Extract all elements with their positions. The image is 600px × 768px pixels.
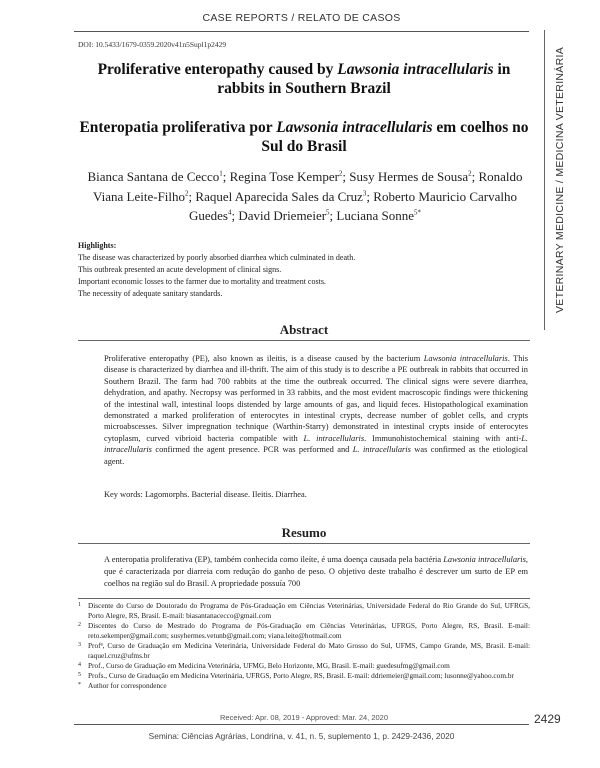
resumo-rule — [78, 543, 530, 544]
footnote-rule — [78, 598, 530, 599]
abstract-keywords: Key words: Lagomorphs. Bacterial disease. Ileitis. Diarrhea. — [104, 490, 307, 499]
author: Roberto Mauricio Carvalho Guedes$^4$; — [188, 188, 517, 223]
footnote: 5 Profs., Curso de Graduação em Medicina Veterinária, UFRGS, Porto Alegre, RS, Brasil. E-mail: ddriemeier@gmail.com; lusonne@yahoo.com.br — [78, 671, 514, 680]
footnote: 3 Profª, Curso de Graduação em Medicina Veterinária, Universidade Federal do Mato Grosso do Sul, UFMS, Campo Grande, MS, Brasil. E-mail: raquel.cruz@ufms.br — [78, 641, 530, 660]
resumo-heading: Resumo — [281, 525, 327, 540]
author: Ronaldo Viana Leite-Filho$^2$; — [93, 169, 523, 204]
abstract-heading: Abstract — [279, 322, 329, 337]
footnote: * Author for correspondence — [78, 681, 167, 690]
resumo-text: A enteropatia proliferativa (EP), também conhecida como ileíte, é uma doença causada pela bactéria Lawsonia intracellularis, que é caracterizada por diarreia com redução do ganho de peso. O objetivo deste trabalho é descrever um surto de EP em coelhos na região sul do Brasil. A propriedade possuía 700 — [104, 555, 528, 588]
section-label: CASE REPORTS / RELATO DE CASOS — [202, 12, 401, 24]
title-en-part2: in rabbits in Southern Brazil — [217, 61, 511, 97]
author: Luciana Sonne$^{5*}$ — [336, 207, 422, 223]
footer-rule — [74, 724, 529, 725]
author: Regina Tose Kemper$^2$; — [229, 169, 350, 185]
page-number: 2429 — [534, 712, 561, 726]
highlight-item: The disease was characterized by poorly absorbed diarrhea which culminated in death. — [78, 253, 356, 262]
abstract-rule — [78, 340, 530, 341]
side-label-container — [548, 30, 572, 330]
author: David Driemeier$^5$; — [238, 207, 337, 223]
title-en-species: Lawsonia intracellularis — [337, 61, 494, 78]
highlights-box — [78, 240, 528, 300]
abstract-text: Proliferative enteropathy (PE), also known as ileitis, is a disease caused by the bacterium Lawsonia intracellularis. This disease is characterized by diarrhea and ill-thrift. The aim of this study is to describe a PE outbreak in rabbits that occurred in Southern Brazil. The farm had 700 rabbits at the time the outbreak occurred. The clinical signs were severe diarrhea, dehydration, and apathy. Necropsy was performed in 33 rabbits, and the most evident macroscopic findings were thickening of the intestinal wall, intestinal loops distended by large amounts of gas, and liquid feces. Histopathological examination demonstrated a marked proliferation of enterocytes in intestinal crypts, decrease number of goblet cells, and crypts microabscesses. Silver impregnation technique (Warthin-Starry) demonstrated in intestinal crypts inside of enterocytes cytoplasm, curved vibrioid bacteria compatible with L. intracellularis. Immunohistochemical staining with anti-L. intracellularis confirmed the agent presence. PCR was performed and L. intracellularis was confirmed as the etiological agent. — [104, 354, 529, 466]
title-pt-part2: em coelhos no Sul do Brasil — [261, 119, 529, 155]
author: Bianca Santana de Cecco$^1$; — [87, 169, 230, 185]
footnote: 2 Discentes do Curso de Mestrado do Programa de Pós-Graduação em Ciências Veterinárias, UFRGS, Porto Alegre, RS, Brasil. E-mail: reto.sekemper@gmail.com; susyhermes.vetunb@gmail.com; viana.leite@hotmail.com — [78, 621, 530, 640]
author: Raquel Aparecida Sales da Cruz$^3$; — [195, 188, 374, 204]
title-portuguese — [78, 118, 530, 156]
side-label: VETERINARY MEDICINE / MEDICINA VETERINÁRIA — [554, 46, 566, 314]
side-rule — [544, 30, 545, 330]
footnotes — [78, 601, 530, 691]
highlight-item: Important economic losses to the farmer due to mortality and treatment costs. — [78, 277, 326, 286]
author-list — [80, 166, 530, 224]
title-en-part1: Proliferative enteropathy caused by — [97, 61, 338, 78]
title-english — [78, 60, 530, 98]
doi: DOI: 10.5433/1679-0359.2020v41n5Supl1p2429 — [78, 40, 227, 49]
title-pt-part1: Enteropatia proliferativa por — [79, 119, 277, 136]
received-approved: Received: Apr. 08, 2019 - Approved: Mar. 24, 2020 — [219, 713, 389, 722]
highlight-item: The necessity of adequate sanitary standards. — [78, 289, 223, 298]
footnote: 1 Discente do Curso de Doutorado do Programa de Pós-Graduação em Ciências Veterinárias, Universidade Federal do Rio Grande do Sul, UFRGS, Porto Alegre, RS, Brasil. E-mail: biasantanacecco@gmail.com — [78, 601, 530, 620]
author: Susy Hermes de Sousa$^2$; — [349, 169, 479, 185]
header-rule — [74, 31, 529, 32]
footnote: 4 Prof., Curso de Graduação em Medicina Veterinária, UFMG, Belo Horizonte, MG, Brasil. E-mail: guedesufmg@gmail.com — [78, 661, 450, 670]
running-header — [74, 8, 529, 28]
highlight-item: This outbreak presented an acute development of clinical signs. — [78, 265, 282, 274]
highlights-title: Highlights: — [78, 241, 117, 250]
title-pt-species: Lawsonia intracellularis — [276, 119, 433, 136]
journal-citation: Semina: Ciências Agrárias, Londrina, v. 41, n. 5, suplemento 1, p. 2429-2436, 2020 — [148, 731, 455, 741]
